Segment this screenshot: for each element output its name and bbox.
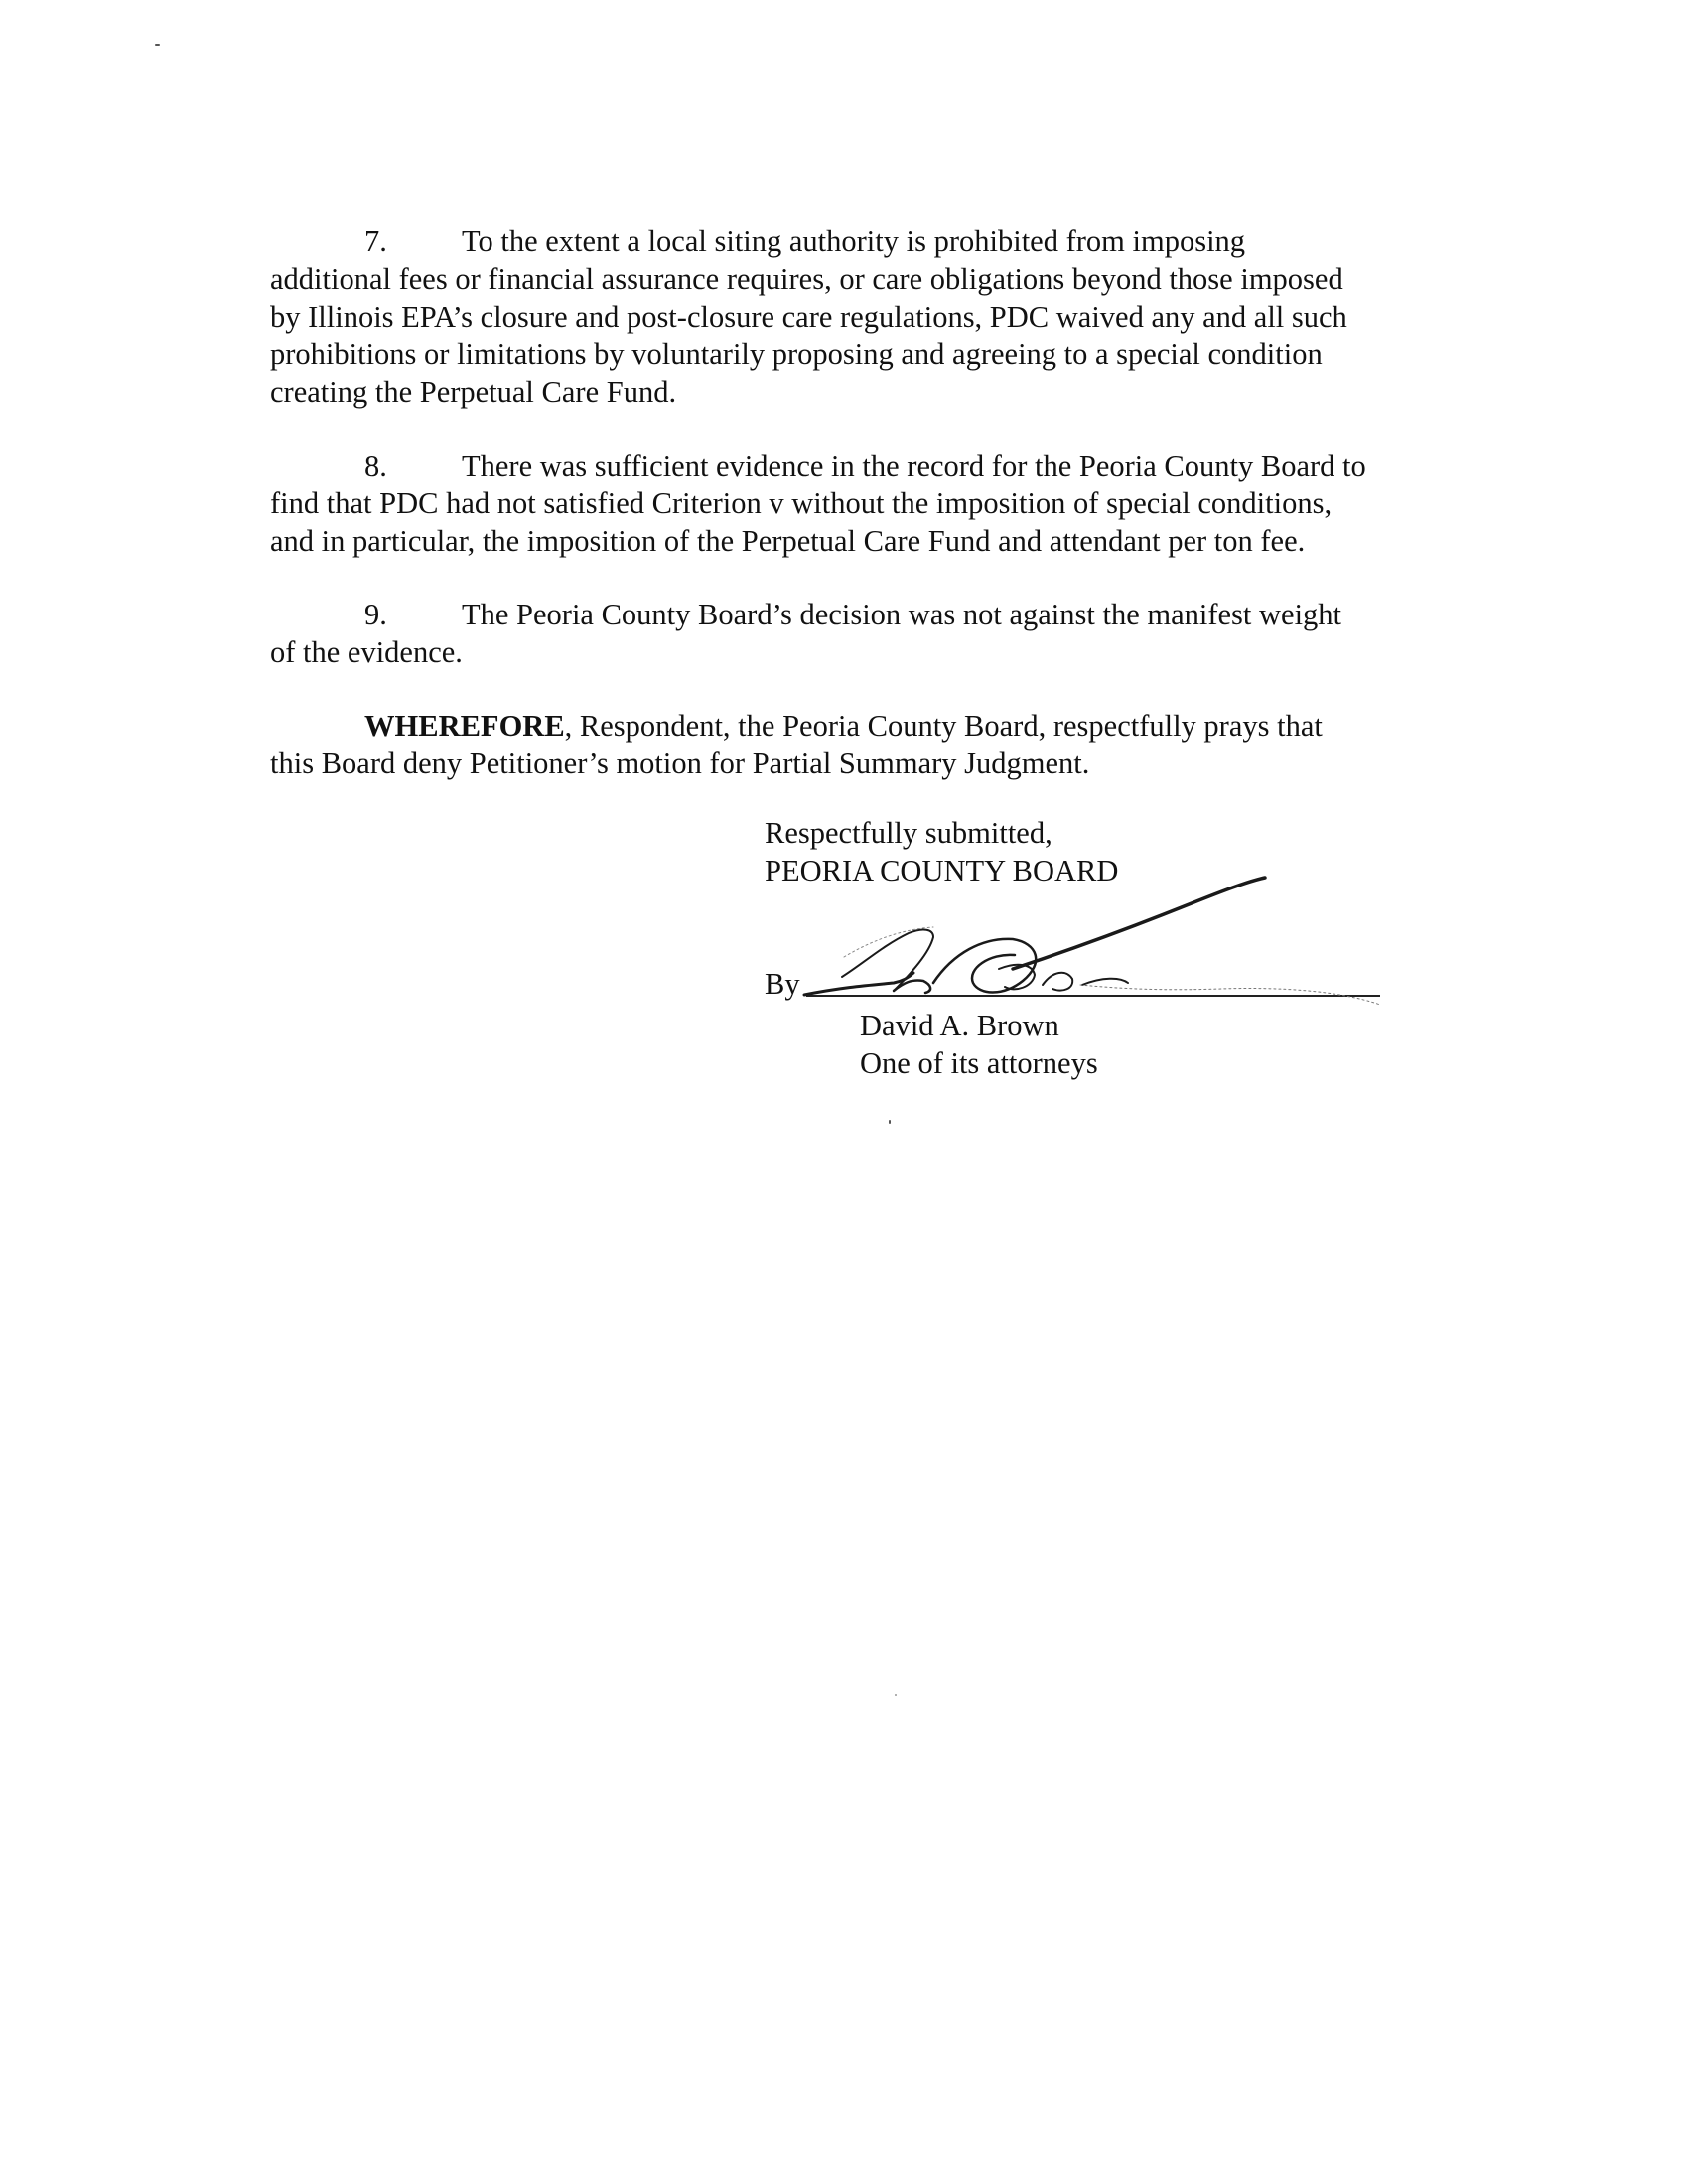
paragraph-9 — [270, 596, 1462, 671]
paragraph-text-line: creating the Perpetual Care Fund. — [270, 375, 677, 409]
wherefore-text-line: this Board deny Petitioner’s motion for Partial Summary Judgment. — [270, 747, 1090, 780]
paragraph-number: 8. — [364, 449, 387, 482]
paragraph-text-line: The Peoria County Board’s decision was not against the manifest weight — [462, 598, 1342, 631]
scan-speck — [895, 1694, 897, 1696]
wherefore-clause — [270, 707, 1462, 782]
paragraph-text-line: of the evidence. — [270, 635, 463, 669]
closing-text: Respectfully submitted, — [765, 816, 1052, 850]
paragraph-number: 9. — [364, 598, 387, 631]
signer — [860, 1007, 1098, 1082]
paragraph-text-line: find that PDC had not satisfied Criterion v without the imposition of special conditions, — [270, 486, 1333, 520]
wherefore-lead: WHEREFORE — [364, 709, 565, 743]
scan-speck — [155, 44, 160, 46]
paragraph-8 — [270, 447, 1462, 560]
by-label: By — [765, 967, 800, 1001]
paragraph-7 — [270, 222, 1462, 411]
scan-speck — [889, 1120, 891, 1124]
wherefore-text: , Respondent, the Peoria County Board, respectfully prays that — [564, 709, 1323, 743]
signer-name: David A. Brown — [860, 1009, 1059, 1042]
paragraph-text-line: There was sufficient evidence in the record for the Peoria County Board to — [462, 449, 1366, 482]
paragraph-text-line: prohibitions or limitations by voluntarily proposing and agreeing to a special condition — [270, 338, 1323, 371]
paragraph-text-line: additional fees or financial assurance requires, or care obligations beyond those imposed — [270, 262, 1343, 296]
signer-role: One of its attorneys — [860, 1046, 1098, 1080]
paragraph-number: 7. — [364, 224, 387, 258]
party-name: PEORIA COUNTY BOARD — [765, 854, 1119, 887]
paragraph-text-line: and in particular, the imposition of the Perpetual Care Fund and attendant per ton fee. — [270, 524, 1306, 558]
paragraph-text-line: by Illinois EPA’s closure and post-closure care regulations, PDC waived any and all such — [270, 300, 1347, 334]
paragraph-text-line: To the extent a local siting authority is prohibited from imposing — [462, 224, 1246, 258]
